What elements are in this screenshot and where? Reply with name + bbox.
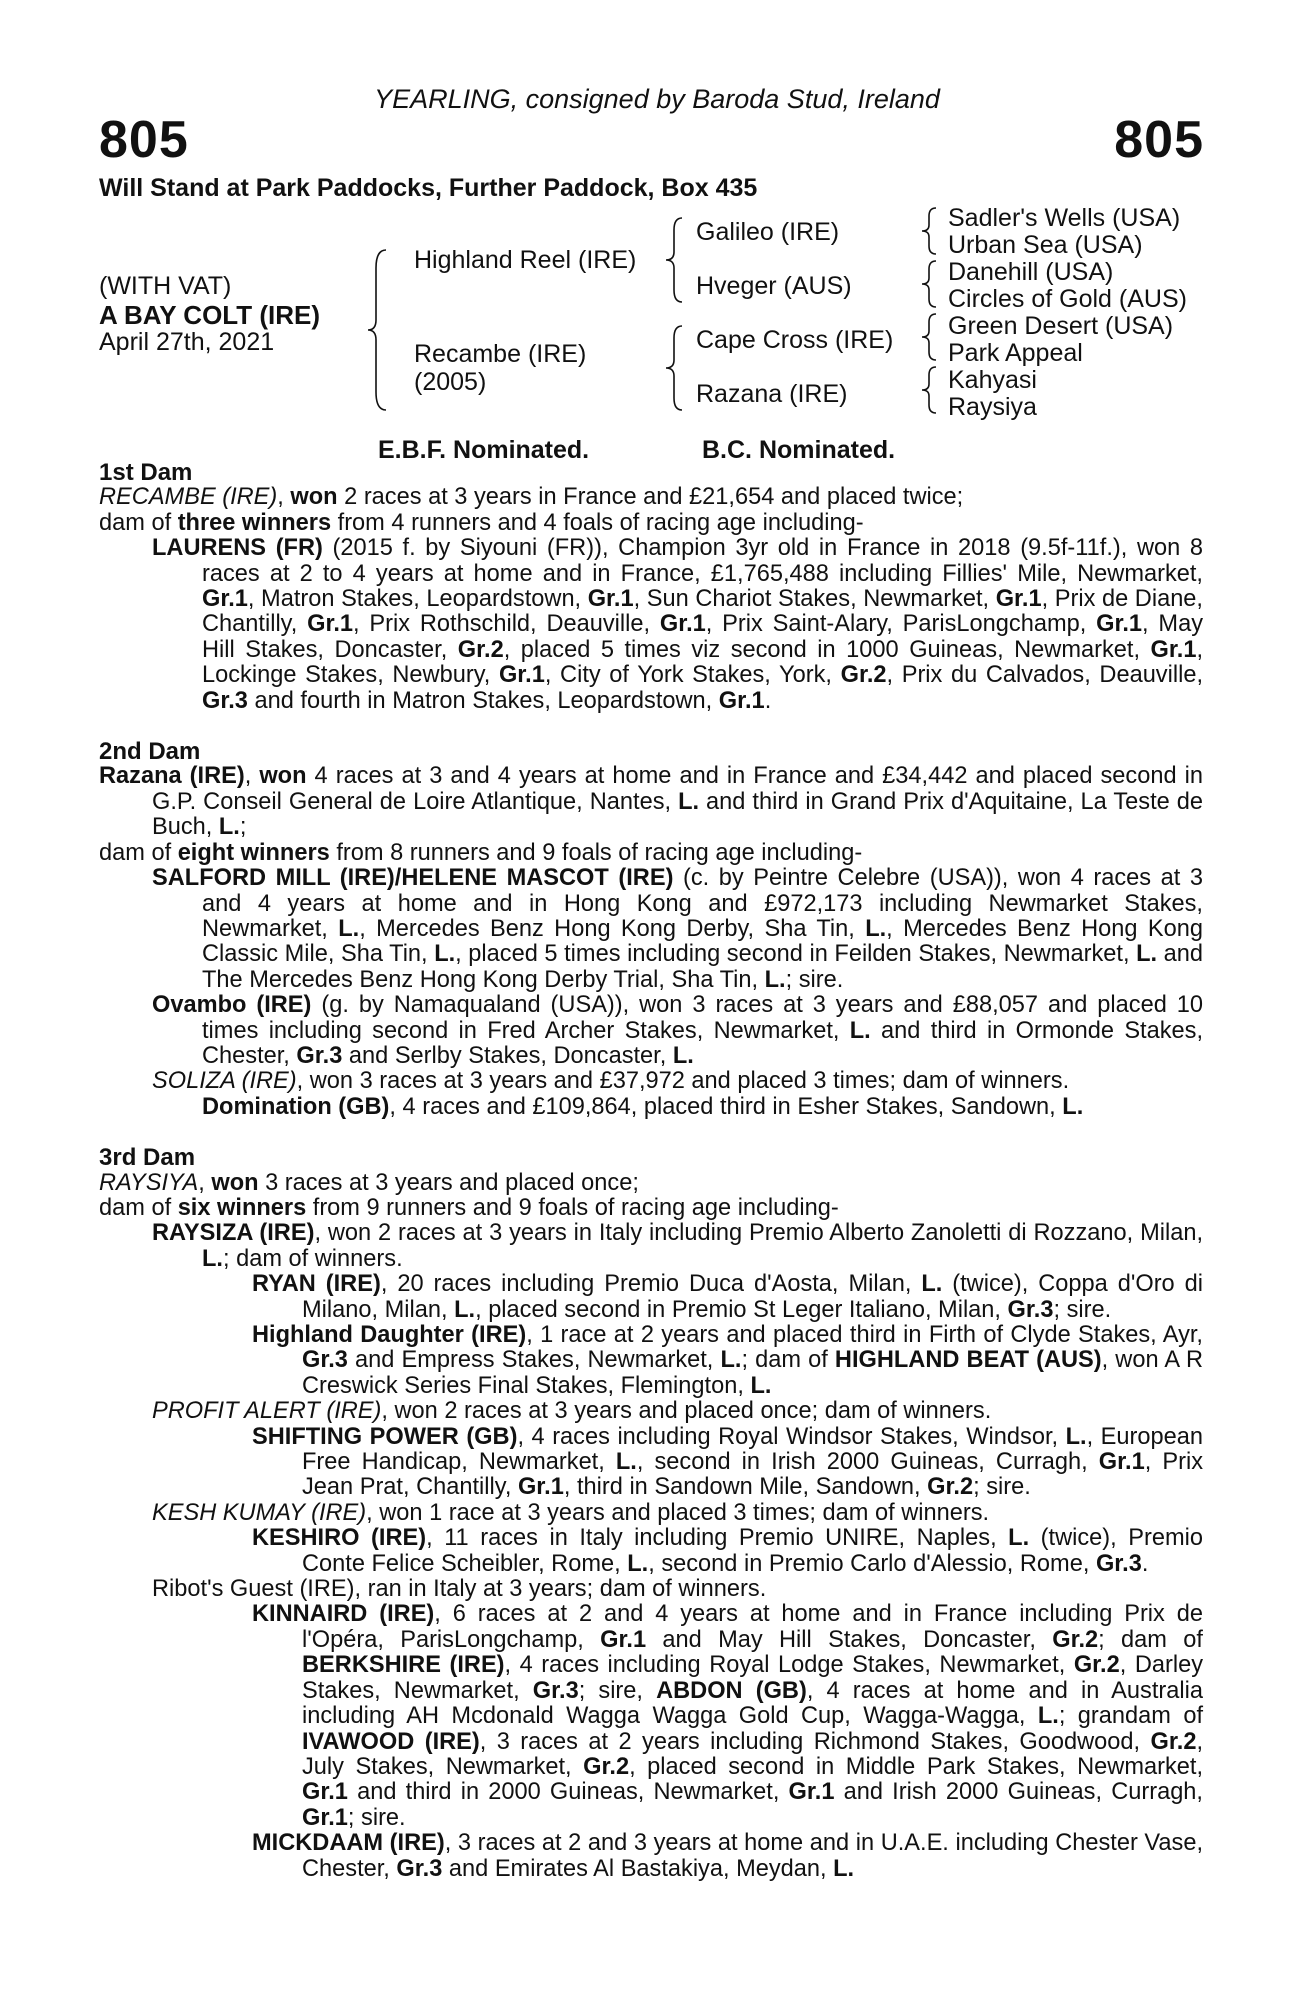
- mickdaam-entry: MICKDAAM (IRE), 3 races at 2 and 3 years at home and in U.A.E. including Chester Vase, Chester, Gr.3 and Emirates Al Bastakiya, Meydan, L.: [252, 1830, 1203, 1882]
- ebf-nomination: E.B.F. Nominated.: [378, 436, 590, 464]
- catalogue-body: [99, 460, 1203, 1882]
- sire-dam-sire: Danehill (USA): [948, 258, 1114, 286]
- sire-dam-dam: Circles of Gold (AUS): [948, 285, 1187, 313]
- horse-name: A BAY COLT (IRE): [99, 300, 321, 330]
- sire-sire-dam: Urban Sea (USA): [948, 231, 1143, 259]
- bc-nomination: B.C. Nominated.: [702, 436, 896, 464]
- kinnaird-entry: KINNAIRD (IRE), 6 races at 2 and 4 years at home and in France including Prix de l'Opéra, ParisLongchamp, Gr.1 and May Hill Stakes, Doncaster, Gr.2; dam of BERKSHIRE (IRE), 4 races including Royal Lodge Stakes, Newmarket, Gr.2, Darley Stakes, Newmarket, Gr.3; sire, ABDON (GB), 4 races at home and in Australia including AH Mcdonald Wagga Wagga Gold Cup, Wagga-Wagga, L.; grandam of IVAWOOD (IRE), 3 races at 2 years including Richmond Stakes, Goodwood, Gr.2, July Stakes, Newmarket, Gr.2, placed second in Middle Park Stakes, Newmarket, Gr.1 and third in 2000 Guineas, Newmarket, Gr.1 and Irish 2000 Guineas, Curragh, Gr.1; sire.: [252, 1601, 1204, 1831]
- shifting-power-entry: SHIFTING POWER (GB), 4 races including Royal Windsor Stakes, Windsor, L., European Free Handicap, Newmarket, L., second in Irish 2000 Guineas, Curragh, Gr.1, Prix Jean Prat, Chantilly, Gr.1, third in Sandown Mile, Sandown, Gr.2; sire.: [252, 1423, 1204, 1501]
- sire-sire-sire: Sadler's Wells (USA): [948, 204, 1181, 232]
- first-dam-produce: dam of three winners from 4 runners and 4 foals of racing age including-: [99, 509, 864, 536]
- brace-ds-icon: [920, 312, 940, 362]
- sire: Highland Reel (IRE): [414, 246, 637, 274]
- third-dam-record: RAYSIYA, won 3 races at 3 years and placed once;: [99, 1169, 639, 1196]
- dam-dam-sire: Kahyasi: [948, 366, 1037, 394]
- laurens-entry: LAURENS (FR) (2015 f. by Siyouni (FR)), Champion 3yr old in France in 2018 (9.5f-11f.), won 8 races at 2 to 4 years at home and in France, £1,765,488 including Fillies' Mile, Newmarket, Gr.1, Matron Stakes, Leopardstown, Gr.1, Sun Chariot Stakes, Newmarket, Gr.1, Prix de Diane, Chantilly, Gr.1, Prix Rothschild, Deauville, Gr.1, Prix Saint-Alary, ParisLongchamp, Gr.1, May Hill Stakes, Doncaster, Gr.2, placed 5 times viz second in 1000 Guineas, Newmarket, Gr.1, Lockinge Stakes, Newbury, Gr.1, City of York Stakes, York, Gr.2, Prix du Calvados, Deauville, Gr.3 and fourth in Matron Stakes, Leopardstown, Gr.1.: [152, 535, 1204, 714]
- keshiro-entry: KESHIRO (IRE), 11 races in Italy including Premio UNIRE, Naples, L. (twice), Premio Conte Felice Scheibler, Rome, L., second in Premio Carlo d'Alessio, Rome, Gr.3.: [252, 1525, 1203, 1577]
- ovambo-entry: Ovambo (IRE) (g. by Namaqualand (USA)), won 3 races at 3 years and £88,057 and placed 10 times including second in Fred Archer Stakes, Newmarket, L. and third in Ormonde Stakes, Chester, Gr.3 and Serlby Stakes, Doncaster, L.: [152, 992, 1204, 1069]
- brace-sd-icon: [920, 259, 940, 309]
- consignment-header: YEARLING, consigned by Baroda Stud, Ireland: [374, 84, 940, 114]
- horse-dob: April 27th, 2021: [99, 328, 275, 356]
- ryan-entry: RYAN (IRE), 20 races including Premio Duca d'Aosta, Milan, L. (twice), Coppa d'Oro di Milano, Milan, L., placed second in Premio St Leger Italiano, Milan, Gr.3; sire.: [252, 1271, 1203, 1323]
- third-dam-heading: 3rd Dam: [99, 1144, 196, 1172]
- dam: Recambe (IRE): [414, 340, 587, 368]
- soliza-entry: SOLIZA (IRE), won 3 races at 3 years and £37,972 and placed 3 times; dam of winners.: [152, 1068, 1070, 1095]
- second-dam-produce: dam of eight winners from 8 runners and 9 foals of racing age including-: [99, 839, 863, 866]
- dam-sire: Cape Cross (IRE): [696, 326, 894, 354]
- lot-number-right: 805: [1114, 111, 1204, 169]
- domination-entry: Domination (GB), 4 races and £109,864, placed third in Esher Stakes, Sandown, L.: [202, 1093, 1084, 1120]
- brace-dd-icon: [920, 365, 940, 415]
- ribots-guest-entry: Ribot's Guest (IRE), ran in Italy at 3 years; dam of winners.: [152, 1576, 767, 1603]
- vat-note: (WITH VAT): [99, 272, 232, 300]
- dam-dam-dam: Raysiya: [948, 393, 1037, 421]
- highland-daughter-entry: Highland Daughter (IRE), 1 race at 2 years and placed third in Firth of Clyde Stakes, Ayr, Gr.3 and Empress Stakes, Newmarket, L.; dam of HIGHLAND BEAT (AUS), won A R Creswick Series Final Stakes, Flemington, L.: [252, 1322, 1203, 1399]
- first-dam-record: RECAMBE (IRE), won 2 races at 3 years in France and £21,654 and placed twice;: [99, 484, 964, 511]
- profit-alert-entry: PROFIT ALERT (IRE), won 2 races at 3 years and placed once; dam of winners.: [152, 1398, 992, 1425]
- sire-dam: Hveger (AUS): [696, 272, 852, 300]
- sire-sire: Galileo (IRE): [696, 218, 840, 246]
- dam-sire-dam: Park Appeal: [948, 339, 1083, 367]
- dam-year: (2005): [414, 368, 487, 396]
- dam-sire-sire: Green Desert (USA): [948, 312, 1174, 340]
- dam-dam: Razana (IRE): [696, 380, 848, 408]
- second-dam-record: Razana (IRE), won 4 races at 3 and 4 years at home and in France and £34,442 and placed second in G.P. Conseil General de Loire Atlantique, Nantes, L. and third in Grand Prix d'Aquitaine, La Teste de Buch, L.;: [99, 763, 1203, 841]
- first-dam-heading: 1st Dam: [99, 459, 193, 486]
- salford-mill-entry: SALFORD MILL (IRE)/HELENE MASCOT (IRE) (c. by Peintre Celebre (USA)), won 4 races at 3 and 4 years at home and in Hong Kong and £972,173 including Newmarket Stakes, Newmarket, L., Mercedes Benz Hong Kong Derby, Sha Tin, L., Mercedes Benz Hong Kong Classic Mile, Sha Tin, L., placed 5 times including second in Feilden Stakes, Newmarket, L. and The Mercedes Benz Hong Kong Derby Trial, Sha Tin, L.; sire.: [152, 865, 1204, 993]
- stand-location: Will Stand at Park Paddocks, Further Paddock, Box 435: [99, 174, 758, 202]
- brace-main-icon: [366, 248, 392, 412]
- third-dam-produce: dam of six winners from 9 runners and 9 foals of racing age including-: [99, 1194, 839, 1221]
- brace-sire-icon: [664, 216, 686, 304]
- raysiza-entry: RAYSIZA (IRE), won 2 races at 3 years in Italy including Premio Alberto Zanoletti di Rozzano, Milan, L.; dam of winners.: [152, 1220, 1204, 1272]
- brace-dam-icon: [664, 324, 686, 412]
- brace-ss-icon: [920, 206, 940, 256]
- kesh-kumay-entry: KESH KUMAY (IRE), won 1 race at 3 years and placed 3 times; dam of winners.: [152, 1499, 990, 1526]
- second-dam-heading: 2nd Dam: [99, 738, 201, 766]
- lot-number-left: 805: [99, 111, 189, 169]
